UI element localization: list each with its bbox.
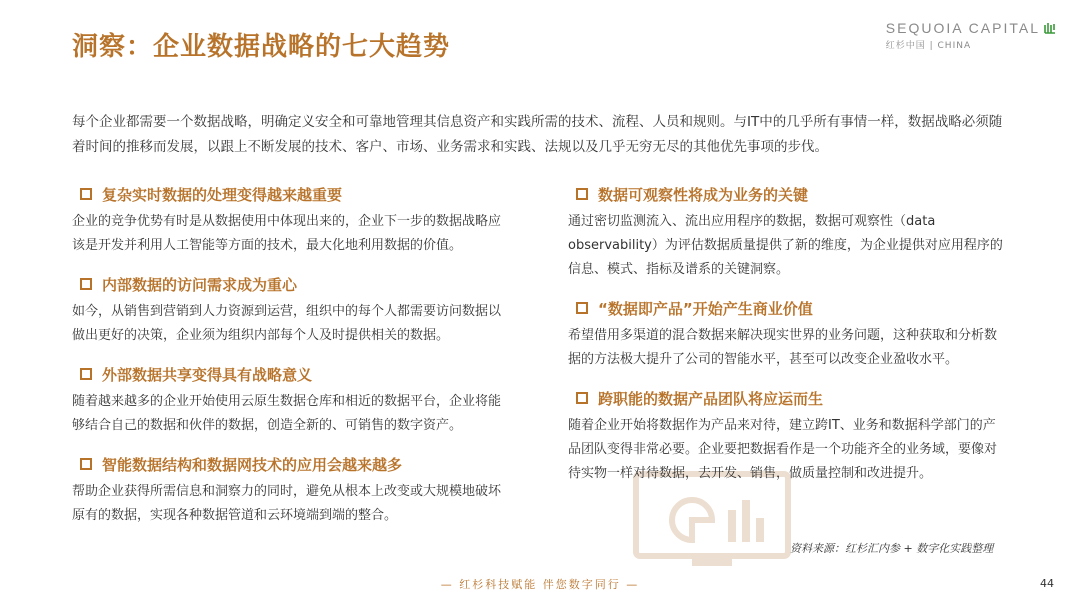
trend-item bbox=[72, 270, 502, 348]
hollow-square-icon bbox=[576, 302, 588, 314]
hollow-square-icon bbox=[80, 458, 92, 470]
page-number: 44 bbox=[1040, 577, 1054, 590]
logo-subtext: 红杉中国 | CHINA bbox=[885, 41, 972, 51]
left-column bbox=[72, 180, 502, 540]
trend-body: 随着越来越多的企业开始使用云原生数据仓库和相近的数据平台，企业将能够结合自己的数据和伙伴的数据，创造全新的、可销售的数字资产。 bbox=[72, 394, 502, 433]
trend-heading: 内部数据的访问需求成为重心 bbox=[102, 275, 298, 294]
trend-heading: 智能数据结构和数据网技术的应用会越来越多 bbox=[102, 455, 403, 474]
trend-body: 希望借用多渠道的混合数据来解决现实世界的业务问题，这种获取和分析数据的方法极大提升了公司的智能水平，甚至可以改变企业盈收水平。 bbox=[568, 328, 998, 367]
trend-item bbox=[72, 180, 502, 258]
trend-item bbox=[568, 384, 1008, 486]
sequoia-logo bbox=[886, 20, 1056, 51]
trend-heading: “数据即产品”开始产生商业价值 bbox=[598, 299, 813, 318]
source-note: 资料来源：红杉汇内参 + 数字化实践整理 bbox=[790, 542, 994, 555]
footer-slogan: — 红杉科技赋能 伴您数字同行 — bbox=[440, 578, 640, 591]
trend-heading: 跨职能的数据产品团队将应运而生 bbox=[598, 389, 824, 408]
hollow-square-icon bbox=[80, 278, 92, 290]
trend-item bbox=[568, 294, 1008, 372]
trend-body: 企业的竞争优势有时是从数据使用中体现出来的，企业下一步的数据战略应该是开发并利用人工智能等方面的技术，最大化地利用数据的价值。 bbox=[72, 214, 502, 253]
trend-body: 随着企业开始将数据作为产品来对待，建立跨IT、业务和数据科学部门的产品团队变得非常必要。企业要把数据看作是一个功能齐全的业务域，要像对待实物一样对待数据，去开发、销售，做质量控制和改进提升。 bbox=[568, 418, 998, 481]
trend-heading: 复杂实时数据的处理变得越来越重要 bbox=[102, 185, 343, 204]
hollow-square-icon bbox=[576, 392, 588, 404]
hollow-square-icon bbox=[576, 188, 588, 200]
trend-body: 如今，从销售到营销到人力资源到运营，组织中的每个人都需要访问数据以做出更好的决策，企业须为组织内部每个人及时提供相关的数据。 bbox=[72, 304, 502, 343]
hollow-square-icon bbox=[80, 368, 92, 380]
right-column bbox=[568, 180, 1008, 498]
trend-heading: 外部数据共享变得具有战略意义 bbox=[102, 365, 313, 384]
intro-paragraph: 每个企业都需要一个数据战略，明确定义安全和可靠地管理其信息资产和实践所需的技术、流程、人员和规则。与IT中的几乎所有事情一样，数据战略必须随着时间的推移而发展，以跟上不断发展的技术、客户、市场、业务需求和实践、法规以及几乎无穷无尽的其他优先事项的步伐。 bbox=[72, 114, 1003, 155]
hollow-square-icon bbox=[80, 188, 92, 200]
logo-text: SEQUOIA CAPITAL bbox=[885, 20, 1040, 36]
trend-item bbox=[568, 180, 1008, 282]
page-title: 洞察：企业数据战略的七大趋势 bbox=[72, 32, 451, 62]
trend-body: 帮助企业获得所需信息和洞察力的同时，避免从根本上改变或大规模地破坏原有的数据，实现各种数据管道和云环境端到端的整合。 bbox=[72, 484, 502, 523]
trend-body: 通过密切监测流入、流出应用程序的数据，数据可观察性（data observability）为评估数据质量提供了新的维度，为企业提供对应用程序的信息、模式、指标及谱系的关键洞察。 bbox=[568, 214, 1003, 277]
sequoia-leaf-icon bbox=[1044, 22, 1056, 34]
trend-item bbox=[72, 360, 502, 438]
trend-heading: 数据可观察性将成为业务的关键 bbox=[598, 185, 809, 204]
trend-item bbox=[72, 450, 502, 528]
